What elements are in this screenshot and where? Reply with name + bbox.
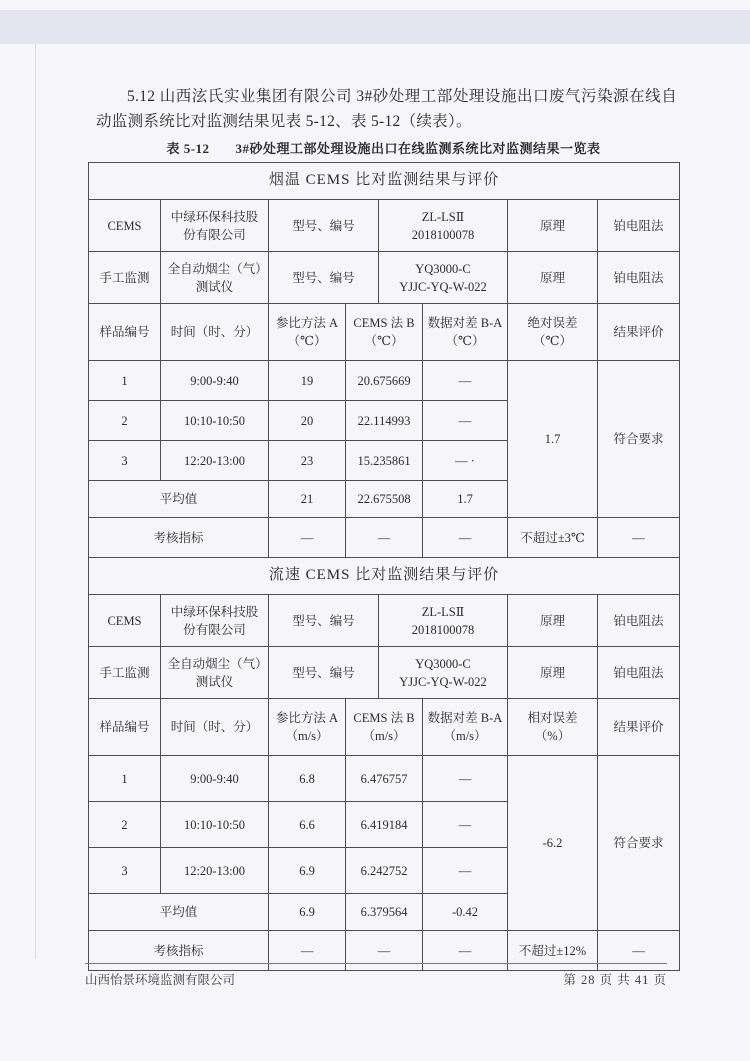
section-2-cems-equipment-row [89,595,680,647]
section-1-data-row-1 [89,361,680,401]
column-header-cems-method: CEMS 法 B （℃） [346,304,423,361]
evaluation-merged-cell: 符合要求 [598,361,680,518]
assessment-ref-cell: — [269,931,346,971]
equipment-role-cell: 手工监测 [89,252,161,304]
reference-value-cell: 23 [269,441,346,481]
sample-no-cell: 3 [89,441,161,481]
model-value-cell [379,252,508,304]
column-header-reference-method: 参比方法 A （m/s） [269,699,346,756]
principle-label-cell: 原理 [508,252,598,304]
column-header-evaluation: 结果评价 [598,304,680,361]
column-header-absolute-error: 绝对误差 （℃） [508,304,598,361]
equipment-name-cell: 全自动烟尘（气）测试仪 [161,647,269,699]
principle-value-cell: 铂电阻法 [598,595,680,647]
cems-value-cell: 6.476757 [346,756,423,802]
footer-page-number: 第 28 页 共 41 页 [563,973,667,987]
average-label-cell: 平均值 [89,481,269,518]
equipment-role-cell: CEMS [89,200,161,252]
comparison-results-table [88,162,680,971]
serial-number: YJJC-YQ-W-022 [399,279,487,294]
intro-paragraph: 5.12 山西泫氏实业集团有限公司 3#砂处理工部处理设施出口废气污染源在线自动监测系统比对监测结果见表 5-12、表 5-12（续表）。 [96,88,677,131]
footer-company-name: 山西怡景环境监测有限公司 [85,973,236,987]
principle-value-cell: 铂电阻法 [598,647,680,699]
sample-no-cell: 2 [89,802,161,848]
section-2-title-row [89,558,680,595]
principle-label-cell: 原理 [508,595,598,647]
equipment-name-cell: 中绿环保科技股份有限公司 [161,595,269,647]
sample-no-cell: 1 [89,756,161,802]
section-1-title-row [89,163,680,200]
assessment-cems-cell: — [346,931,423,971]
page-content [88,84,679,971]
assessment-label-cell: 考核指标 [89,518,269,558]
assessment-limit-cell: 不超过±12% [508,931,598,971]
assessment-cems-cell: — [346,518,423,558]
table-caption-label: 表 5-12 [166,141,210,157]
column-header-time: 时间（时、分） [161,699,269,756]
scan-fold-line [35,44,36,959]
pair-diff-cell: — [423,756,508,802]
model-number: ZL-LSⅡ [421,604,465,619]
average-reference-cell: 6.9 [269,894,346,931]
sample-no-cell: 2 [89,401,161,441]
assessment-eval-cell: — [598,518,680,558]
column-header-time: 时间（时、分） [161,304,269,361]
column-header-evaluation: 结果评价 [598,699,680,756]
cems-value-cell: 20.675669 [346,361,423,401]
assessment-limit-cell: 不超过±3℃ [508,518,598,558]
table-caption-title: 3#砂处理工部处理设施出口在线监测系统比对监测结果一览表 [235,141,601,157]
pair-diff-cell: — · [423,441,508,481]
scan-shadow-band [0,10,750,44]
section-1-title: 烟温 CEMS 比对监测结果与评价 [89,163,680,200]
pair-diff-cell: — [423,401,508,441]
reference-value-cell: 6.9 [269,848,346,894]
principle-label-cell: 原理 [508,200,598,252]
assessment-diff-cell: — [423,518,508,558]
model-label-cell: 型号、编号 [269,647,379,699]
column-header-sample-no: 样品编号 [89,304,161,361]
model-label-cell: 型号、编号 [269,200,379,252]
average-reference-cell: 21 [269,481,346,518]
cems-value-cell: 15.235861 [346,441,423,481]
relative-error-merged-cell: -6.2 [508,756,598,931]
model-value-cell [379,200,508,252]
absolute-error-merged-cell: 1.7 [508,361,598,518]
reference-value-cell: 19 [269,361,346,401]
model-number: YQ3000-C [415,656,471,671]
section-2-header-row [89,699,680,756]
time-cell: 12:20-13:00 [161,441,269,481]
table-caption [88,138,679,157]
time-cell: 12:20-13:00 [161,848,269,894]
model-value-cell [379,595,508,647]
reference-value-cell: 20 [269,401,346,441]
assessment-diff-cell: — [423,931,508,971]
equipment-role-cell: CEMS [89,595,161,647]
serial-number: 2018100078 [411,622,475,637]
cems-value-cell: 6.419184 [346,802,423,848]
section-1-manual-equipment-row [89,252,680,304]
serial-number: 2018100078 [411,227,475,242]
sample-no-cell: 1 [89,361,161,401]
time-cell: 9:00-9:40 [161,361,269,401]
principle-label-cell: 原理 [508,647,598,699]
section-1-header-row [89,304,680,361]
section-1-cems-equipment-row [89,200,680,252]
model-value-cell [379,647,508,699]
column-header-cems-method: CEMS 法 B （m/s） [346,699,423,756]
cems-value-cell: 6.242752 [346,848,423,894]
equipment-role-cell: 手工监测 [89,647,161,699]
pair-diff-cell: — [423,802,508,848]
section-1-assessment-row [89,518,680,558]
average-diff-cell: -0.42 [423,894,508,931]
sample-no-cell: 3 [89,848,161,894]
time-cell: 10:10-10:50 [161,802,269,848]
serial-number: YJJC-YQ-W-022 [399,674,487,689]
time-cell: 10:10-10:50 [161,401,269,441]
column-header-relative-error: 相对误差 （%） [508,699,598,756]
reference-value-cell: 6.8 [269,756,346,802]
equipment-name-cell: 中绿环保科技股份有限公司 [161,200,269,252]
average-cems-cell: 6.379564 [346,894,423,931]
assessment-ref-cell: — [269,518,346,558]
model-number: ZL-LSⅡ [421,209,465,224]
column-header-pair-difference: 数据对差 B-A （m/s） [423,699,508,756]
evaluation-merged-cell: 符合要求 [598,756,680,931]
column-header-reference-method: 参比方法 A （℃） [269,304,346,361]
principle-value-cell: 铂电阻法 [598,200,680,252]
cems-value-cell: 22.114993 [346,401,423,441]
column-header-sample-no: 样品编号 [89,699,161,756]
principle-value-cell: 铂电阻法 [598,252,680,304]
section-2-manual-equipment-row [89,647,680,699]
assessment-eval-cell: — [598,931,680,971]
section-2-data-row-1 [89,756,680,802]
column-header-pair-difference: 数据对差 B-A （℃） [423,304,508,361]
section-2-title: 流速 CEMS 比对监测结果与评价 [89,558,680,595]
model-label-cell: 型号、编号 [269,252,379,304]
model-number: YQ3000-C [415,261,471,276]
average-label-cell: 平均值 [89,894,269,931]
equipment-name-cell: 全自动烟尘（气）测试仪 [161,252,269,304]
pair-diff-cell: — [423,361,508,401]
average-diff-cell: 1.7 [423,481,508,518]
average-cems-cell: 22.675508 [346,481,423,518]
time-cell: 9:00-9:40 [161,756,269,802]
model-label-cell: 型号、编号 [269,595,379,647]
assessment-label-cell: 考核指标 [89,931,269,971]
reference-value-cell: 6.6 [269,802,346,848]
page-footer [85,963,667,988]
pair-diff-cell: — [423,848,508,894]
